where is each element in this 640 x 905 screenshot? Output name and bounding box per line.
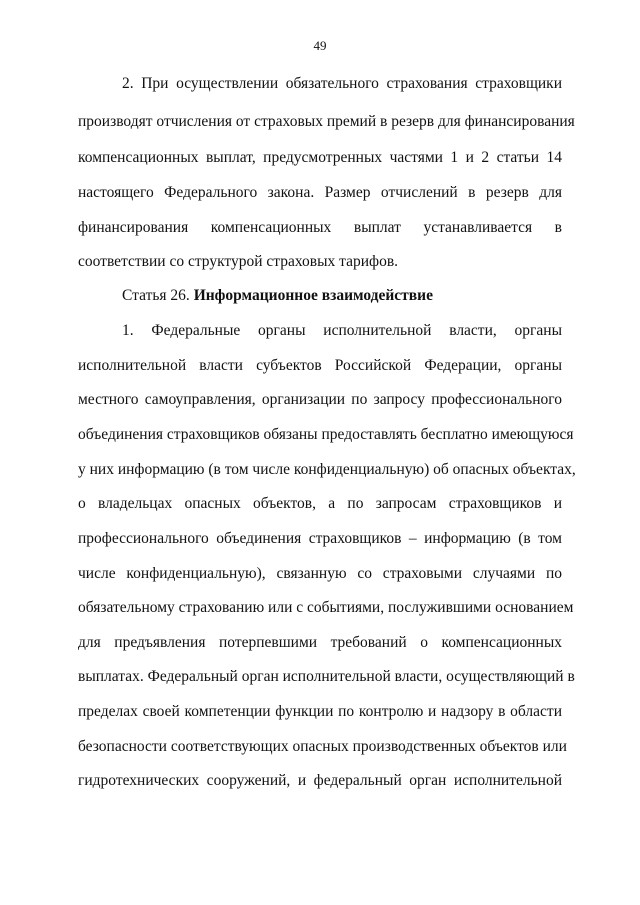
article-heading xyxy=(122,286,433,306)
text-line: числе конфиденциальную), связанную со страховыми случаями по xyxy=(78,565,562,582)
text-line: настоящего Федерального закона. Размер отчислений в резерв для xyxy=(78,184,562,201)
text-line: производят отчисления от страховых премий в резерв для финансирования xyxy=(78,113,575,130)
article-prefix: Статья 26. xyxy=(122,287,190,304)
text-line: пределах своей компетенции функции по контролю и надзору в области xyxy=(78,703,562,720)
text-line: гидротехнических сооружений, и федеральный орган исполнительной xyxy=(78,772,562,789)
text-line: объединения страховщиков обязаны предоставлять бесплатно имеющуюся xyxy=(78,426,574,443)
text-line: о владельцах опасных объектов, а по запросам страховщиков и xyxy=(78,495,562,512)
text-line: финансирования компенсационных выплат устанавливается в xyxy=(78,219,562,236)
text-line: 2. При осуществлении обязательного страхования страховщики xyxy=(122,75,562,92)
text-line: выплатах. Федеральный орган исполнительной власти, осуществляющий в xyxy=(78,668,575,685)
text-line: компенсационных выплат, предусмотренных частями 1 и 2 статьи 14 xyxy=(78,149,562,166)
text-line: у них информацию (в том числе конфиденциальную) об опасных объектах, xyxy=(78,461,576,478)
text-line: обязательному страхованию или с событиями, послужившими основанием xyxy=(78,599,574,616)
text-line: исполнительной власти субъектов Российской Федерации, органы xyxy=(78,357,562,374)
text-line: местного самоуправления, организации по запросу профессионального xyxy=(78,391,562,408)
text-line: соответствии со структурой страховых тарифов. xyxy=(78,253,399,270)
page-number: 49 xyxy=(313,38,327,53)
article-title: Информационное взаимодействие xyxy=(193,287,433,304)
text-line: безопасности соответствующих опасных производственных объектов или xyxy=(78,738,567,755)
text-line: профессионального объединения страховщиков – информацию (в том xyxy=(78,530,562,547)
text-line: 1. Федеральные органы исполнительной власти, органы xyxy=(122,322,562,339)
text-line: для предъявления потерпевшими требований о компенсационных xyxy=(78,634,562,651)
